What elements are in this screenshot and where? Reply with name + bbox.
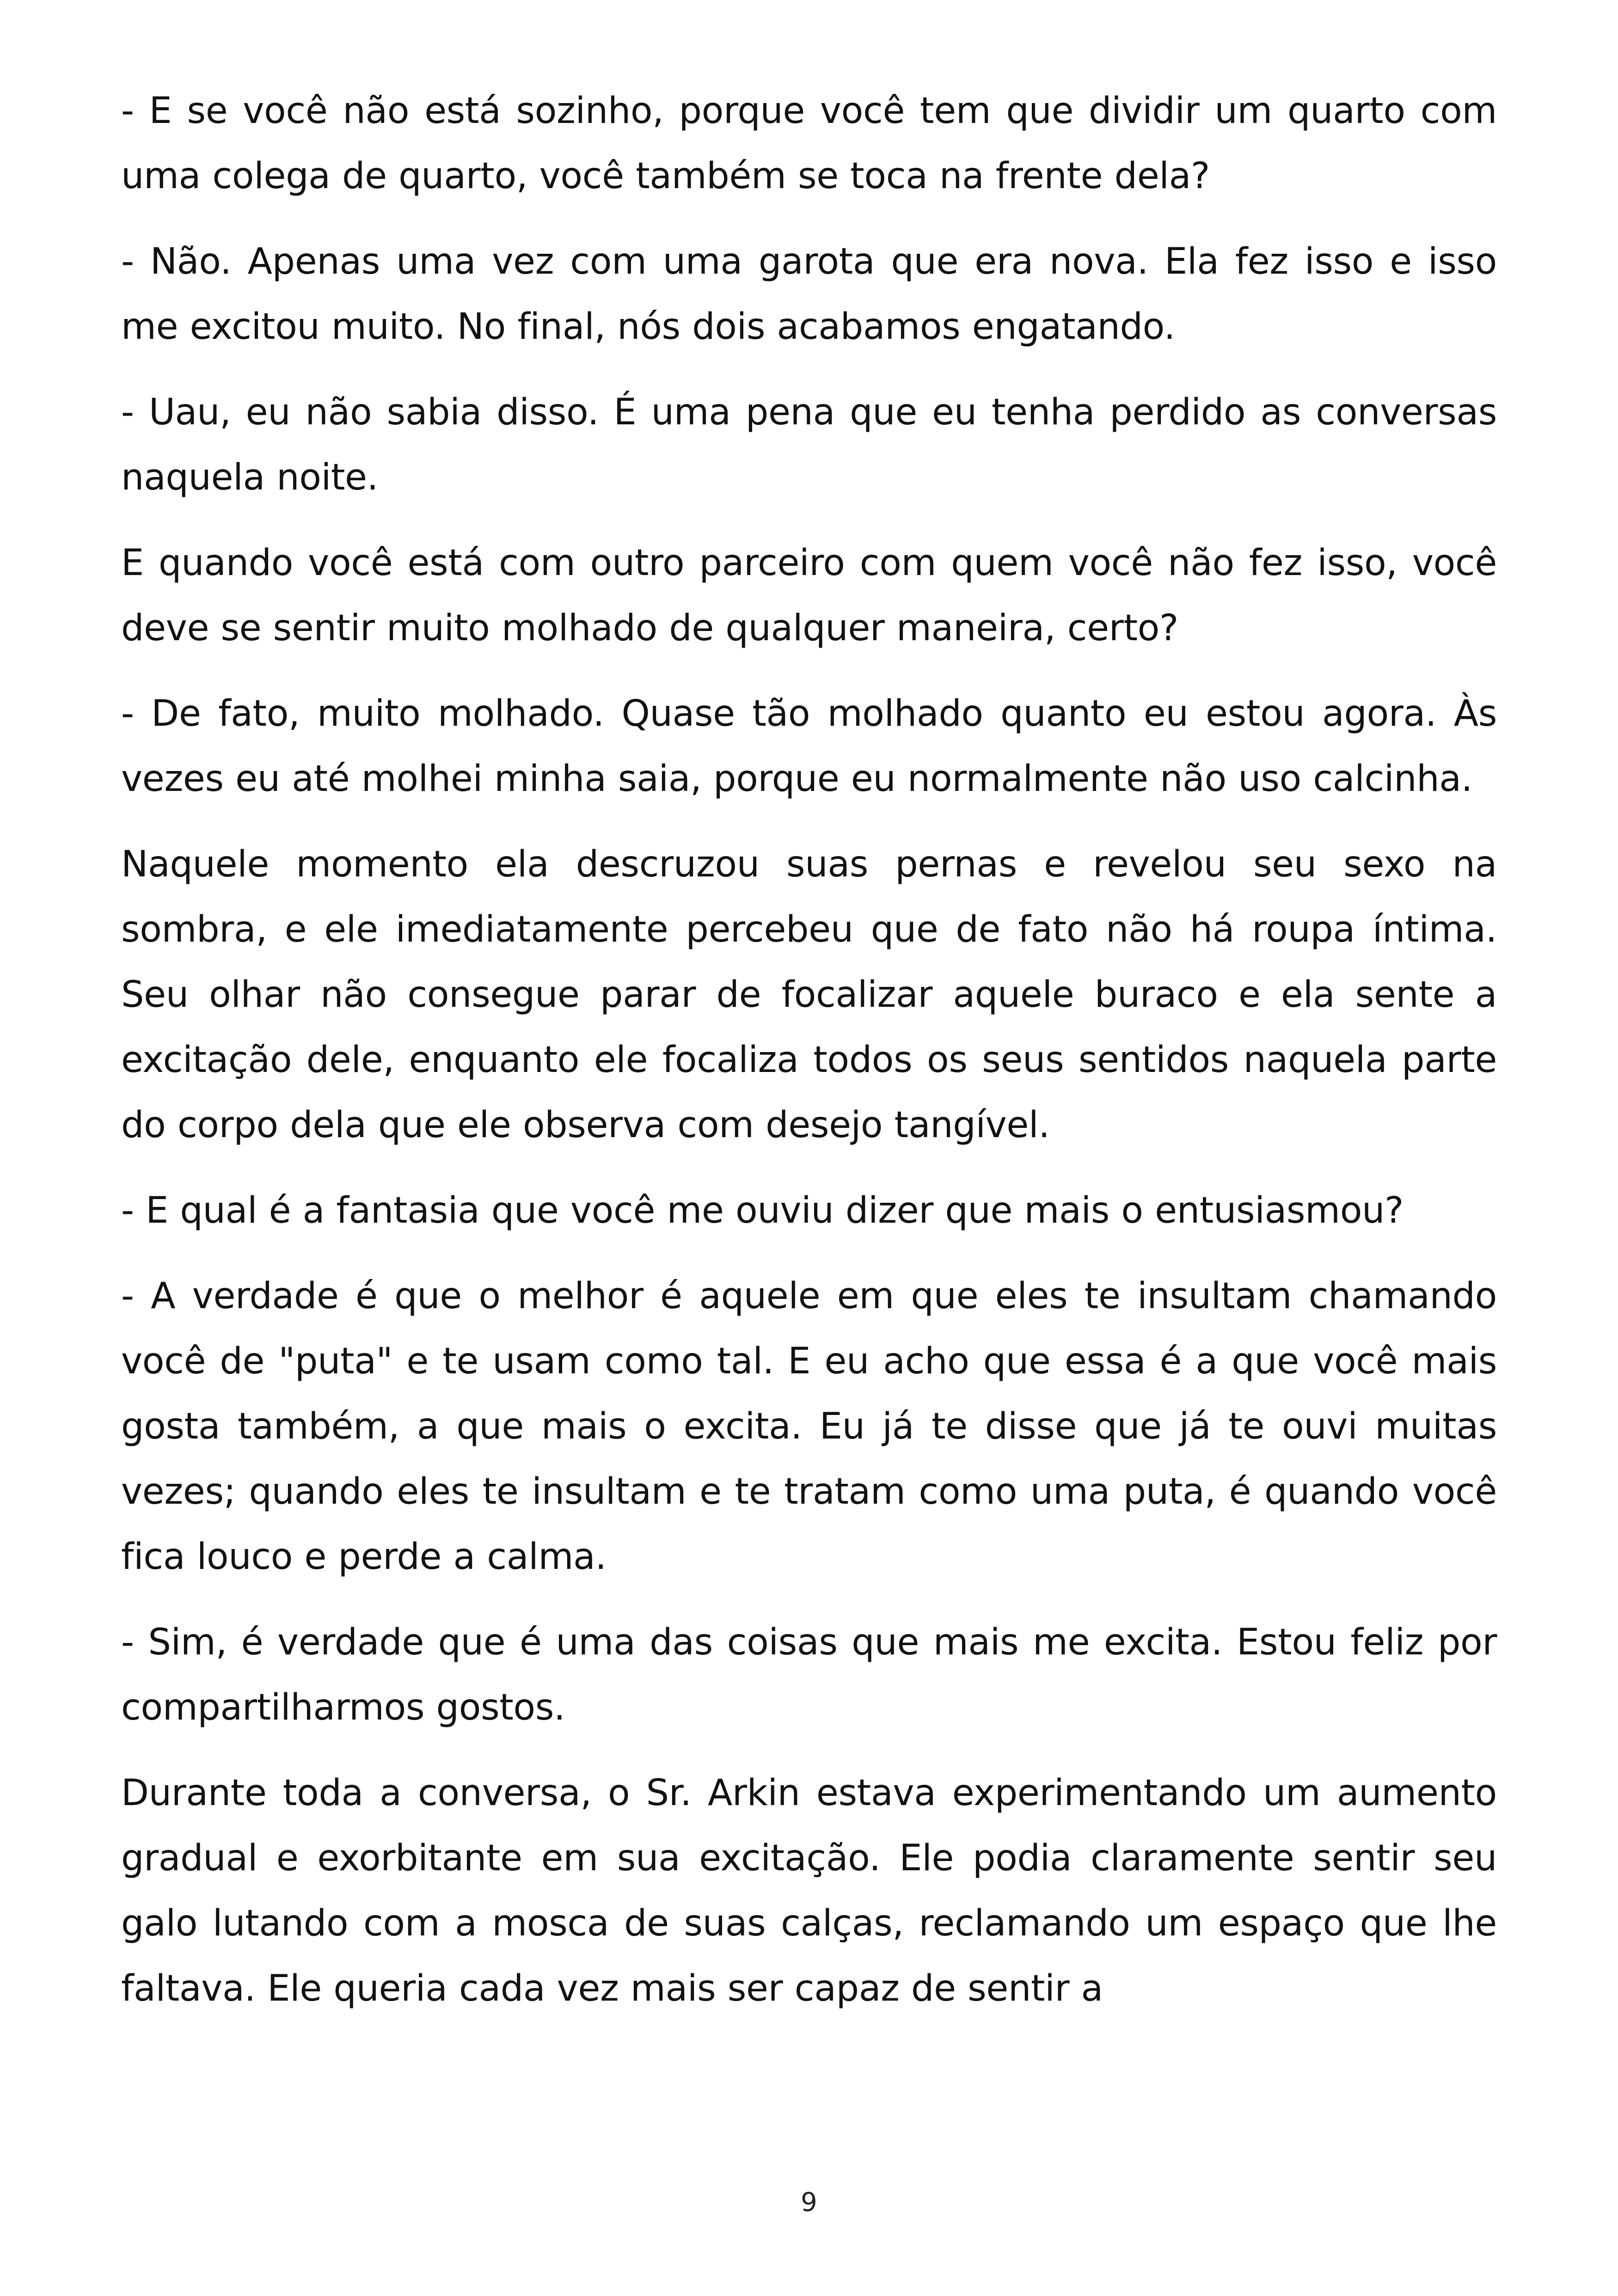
paragraph: - E qual é a fantasia que você me ouviu dizer que mais o entusiasmou? — [121, 1190, 1404, 1231]
paragraph: - Sim, é verdade que é uma das coisas que mais me excita. Estou feliz por compartilharmos gostos. — [121, 1622, 1497, 1728]
page-number: 9 — [801, 2187, 817, 2217]
document-body — [121, 79, 1497, 2042]
paragraph: - A verdade é que o melhor é aquele em que eles te insultam chamando você de "puta" e te usam como tal. E eu acho que essa é a que você mais gosta também, a que mais o excita. Eu já te disse que já te ouvi muitas vezes; quando eles te insultam e te tratam como uma puta, é quando você fica louco e perde a calma. — [121, 1275, 1497, 1578]
paragraph: - Uau, eu não sabia disso. É uma pena que eu tenha perdido as conversas naquela noite. — [121, 392, 1497, 498]
paragraph: - E se você não está sozinho, porque você tem que dividir um quarto com uma colega de quarto, você também se toca na frente dela? — [121, 90, 1497, 197]
paragraph: Naquele momento ela descruzou suas pernas e revelou seu sexo na sombra, e ele imediatamente percebeu que de fato não há roupa íntima. Seu olhar não consegue parar de focalizar aquele buraco e ela sente a excitação dele, enquanto ele focaliza todos os seus sentidos naquela parte do corpo dela que ele observa com desejo tangível. — [121, 844, 1497, 1146]
paragraph: - De fato, muito molhado. Quase tão molhado quanto eu estou agora. Às vezes eu até molhei minha saia, porque eu normalmente não uso calcinha. — [121, 693, 1497, 800]
paragraph: E quando você está com outro parceiro com quem você não fez isso, você deve se sentir muito molhado de qualquer maneira, certo? — [121, 542, 1497, 649]
paragraph: Durante toda a conversa, o Sr. Arkin estava experimentando um aumento gradual e exorbitante em sua excitação. Ele podia claramente sentir seu galo lutando com a mosca de suas calças, reclamando um espaço que lhe faltava. Ele queria cada vez mais ser capaz de sentir a — [121, 1772, 1497, 2009]
paragraph: - Não. Apenas uma vez com uma garota que era nova. Ela fez isso e isso me excitou muito. No final, nós dois acabamos engatando. — [121, 241, 1497, 348]
